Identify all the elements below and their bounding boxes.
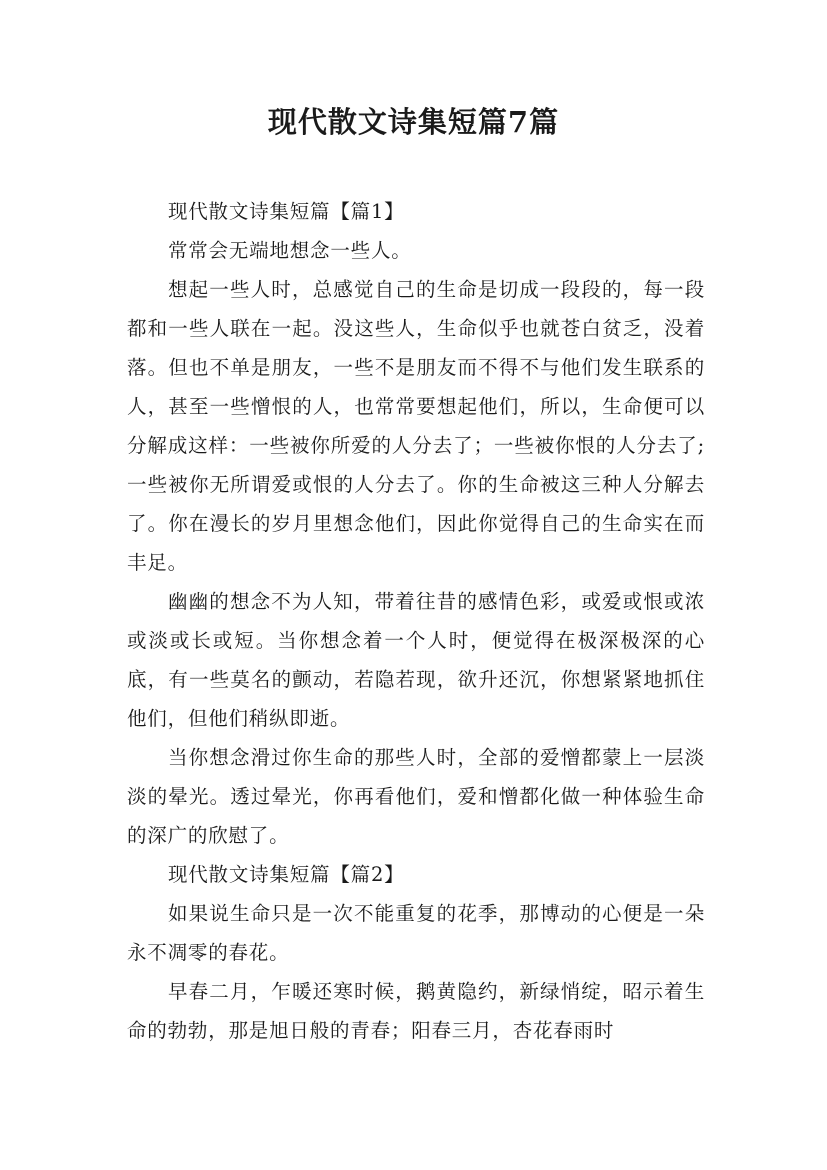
document-title: 现代散文诗集短篇7篇 [267,105,560,139]
document-body [127,192,705,1050]
section-heading: 现代散文诗集短篇【篇2】 [167,863,405,886]
paragraph: 常常会无端地想念一些人。 [167,239,412,262]
paragraph: 早春二月，乍暖还寒时候，鹅黄隐约，新绿悄绽，昭示着生命的勃勃，那是旭日般的青春；阳春三月，杏花春雨时 [127,980,705,1042]
paragraph: 如果说生命只是一次不能重复的花季，那博动的心便是一朵永不凋零的春花。 [127,902,705,964]
paragraph: 当你想念滑过你生命的那些人时，全部的爱憎都蒙上一层淡淡的晕光。透过晕光，你再看他们，爱和憎都化做一种体验生命的深广的欣慰了。 [127,746,705,847]
section-heading: 现代散文诗集短篇【篇1】 [167,200,405,223]
paragraph: 想起一些人时，总感觉自己的生命是切成一段段的，每一段都和一些人联在一起。没这些人，生命似乎也就苍白贫乏，没着落。但也不单是朋友，一些不是朋友而不得不与他们发生联系的人，甚至一些憎恨的人，也常常要想起他们，所以，生命便可以分解成这样：一些被你所爱的人分去了；一些被你恨的人分去了;一些被你无所谓爱或恨的人分去了。你的生命被这三种人分解去了。你在漫长的岁月里想念他们，因此你觉得自己的生命实在而丰足。 [127,278,705,574]
paragraph: 幽幽的想念不为人知，带着往昔的感情色彩，或爱或恨或浓或淡或长或短。当你想念着一个人时，便觉得在极深极深的心底，有一些莫名的颤动，若隐若现，欲升还沉，你想紧紧地抓住他们，但他们稍纵即逝。 [127,590,705,730]
